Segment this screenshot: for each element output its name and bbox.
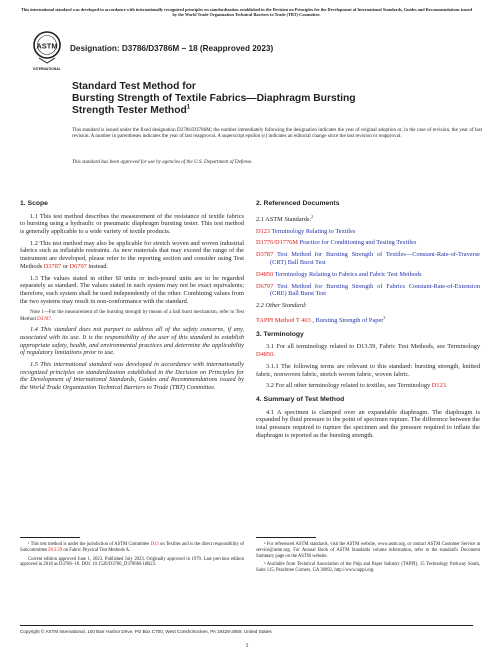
right-column bbox=[256, 194, 480, 444]
copyright-rule bbox=[20, 625, 473, 626]
reference-code-link[interactable]: D123 bbox=[256, 227, 271, 235]
reference-list bbox=[256, 228, 480, 298]
refs-heading: 2. Referenced Documents bbox=[256, 200, 340, 207]
ref-tappi: TAPPI Method T 403 , Bursting Strength of Paper$^3$ bbox=[256, 314, 386, 325]
left-column bbox=[20, 194, 244, 396]
footnotes-right bbox=[256, 542, 480, 577]
reference-title: Test Method for Bursting Strength of Fabrics Constant-Rate-of-Extension (CRE) Ball Burst Test bbox=[270, 282, 480, 298]
para-1-1: 1.1 This test method describes the measurement of the resistance of textile fabrics to bursting using a hydraulic or pneumatic diaphragm bursting tester. This test method is generally applicable to a wide variety of textile products. bbox=[20, 212, 244, 235]
para-1-5: 1.5 This international standard was developed in accordance with internationally recognized principles on standardization established in the Decision on Principles for the Development of International Standards, Guides and Recommendations issued by the World Trade Organization Technical Barriers to Trade (TBT) Committee. bbox=[20, 361, 244, 392]
footnote-1: ¹ This test method is under the jurisdiction of ASTM Committee D13 on Textiles and is the direct responsibility of Subcommittee D13.59 on Fabric Physical Test Methods A. bbox=[20, 542, 244, 553]
link-d123[interactable]: D123 bbox=[431, 382, 446, 390]
reference-code-link[interactable]: D4850 bbox=[256, 270, 274, 278]
para-3-1: 3.1 For all terminology related to D13.59, Fabric Test Methods, see Terminology D4850. bbox=[256, 343, 480, 359]
reference-title: Terminology Relating to Textiles bbox=[270, 227, 356, 235]
other-standard-label: 2.2 Other Standard: bbox=[256, 302, 308, 310]
reference-title: Test Method for Bursting Strength of Textiles—Constant-Rate-of-Traverse (CRT) Ball Burst Test bbox=[270, 251, 480, 266]
footnotes-left bbox=[20, 542, 244, 571]
link-d6797[interactable]: D6797 bbox=[69, 262, 87, 270]
reference-item bbox=[256, 283, 480, 298]
reference-code-link[interactable]: D3787 bbox=[256, 251, 274, 259]
reference-code-link[interactable]: D6797 bbox=[256, 282, 274, 290]
page-number: 1 bbox=[245, 643, 249, 649]
link-d4850[interactable]: D4850 bbox=[256, 351, 274, 359]
para-1-2: 1.2 This test method may also be applicable for stretch woven and woven industrial fabrics such as inflatable restraints. As new materials that may exceed the range of the instrument are developed, please refer to the reporting section and consider using Test Methods D3787 or D6797 instead. bbox=[20, 239, 244, 270]
reference-item bbox=[256, 271, 480, 279]
reference-title: Terminology Relating to Fabrics and Fabric Test Methods bbox=[273, 270, 422, 278]
reference-item bbox=[256, 239, 480, 247]
svg-text:ASTM: ASTM bbox=[36, 41, 58, 51]
para-4-1: 4.1 A specimen is clamped over an expandable diaphragm. The diaphragm is expanded by fluid pressure to the point of specimen rupture. The difference between the total pressure required to rupture the specimen and the pressure required to inflate the diaphragm is reported as the bursting strength. bbox=[256, 408, 480, 439]
scope-heading: 1. Scope bbox=[20, 200, 48, 207]
note-1: Note 1—For the measurement of the bursting strength by means of a ball burst mechanism, refer to Test Method D3787. bbox=[20, 309, 244, 322]
tbt-notice: This international standard was developed in accordance with internationally recognized principles on standardization established in the Decision on Principles for the Development of International Standards, Guides and Recommendations issued by the World Trade Organization Technical Barriers to Trade (TBT) Committee. bbox=[21, 7, 472, 18]
copyright: Copyright © ASTM International, 100 Barr Harbor Drive, PO Box C700, West Conshohocken, PA 19428-2959. United States bbox=[20, 629, 272, 634]
para-1-4: 1.4 This standard does not purport to address all of the safety concerns, if any, associated with its use. It is the responsibility of the user of this standard to establish appropriate safety, health, and environmental practices and determine the applicability of regulatory limitations prior to use. bbox=[20, 326, 244, 357]
link-d3787[interactable]: D3787 bbox=[43, 262, 62, 270]
title-line-3: Strength Tester Method$^1$ bbox=[72, 104, 191, 117]
reference-item bbox=[256, 228, 480, 236]
logo-text: INTERNATIONAL bbox=[33, 67, 61, 71]
designation-intro: This standard is issued under the fixed designation D3786/D3786M; the number immediately following the designation indicates the year of original adoption or, in the case of revision, the year of last revision. A number in parentheses indicates the year of last reapproval. A superscript epsilon (ε) indicates an editorial change since the last revision or reapproval. bbox=[72, 127, 482, 140]
para-3-2: 3.2 For all other terminology related to textiles, see Terminology D123. bbox=[266, 382, 448, 390]
astm-standards-label: 2.1 ASTM Standards:$^2$ bbox=[256, 213, 314, 223]
para-1-3: 1.3 The values stated in either SI units or inch-pound units are to be regarded separately as standard. The values stated in each system may not be exact equivalents; therefore, each system shall be used independently of the other. Combining values from the two systems may result in non-conformance with the standard. bbox=[20, 274, 244, 305]
designation: Designation: D3786/D3786M − 18 (Reapproved 2023) bbox=[70, 44, 274, 53]
document-title bbox=[72, 81, 442, 118]
para-3-1-1: 3.1.1 The following terms are relevant to this standard: bursting strength, knitted fabric, nonwoven fabric, stretch woven fabric, woven fabric. bbox=[256, 362, 480, 378]
link-d3787-note[interactable]: D3787 bbox=[37, 315, 51, 322]
title-line-2: Bursting Strength of Textile Fabrics—Diaphragm Bursting bbox=[72, 93, 356, 105]
footnote-3: ³ Available from Technical Association of the Pulp and Paper Industry (TAPPI), 15 Technology Parkway South, Suite 115, Peachtree Corners, GA 30092, http://www.tappi.org. bbox=[256, 562, 480, 574]
footnote-rule-left bbox=[20, 537, 80, 538]
reference-item bbox=[256, 251, 480, 266]
footnote-1-edition: Current edition approved June 1, 2023. Published July 2023. Originally approved in 1979. Last previous edition approved in 2018 as D3786−18. DOI: 10.1520/D3786_D3786M-18R23. bbox=[20, 556, 244, 568]
reference-code-link[interactable]: D1776/D1776M bbox=[256, 239, 298, 247]
astm-logo bbox=[30, 30, 64, 72]
title-line-1: Standard Test Method for bbox=[72, 81, 196, 92]
terminology-heading: 3. Terminology bbox=[256, 330, 304, 338]
title-footnote-mark: 1 bbox=[186, 104, 191, 111]
footnote-rule-right bbox=[256, 537, 316, 538]
footnote-2: ² For referenced ASTM standards, visit the ASTM website, www.astm.org, or contact ASTM Customer Service at service@astm.org. For Annual Book of ASTM Standards volume information, refer to the standard's Document Summary page on the ASTM website. bbox=[256, 542, 480, 559]
dod-approval: This standard has been approved for use by agencies of the U.S. Department of Defense. bbox=[72, 159, 253, 165]
summary-heading: 4. Summary of Test Method bbox=[256, 396, 345, 404]
reference-title: Practice for Conditioning and Testing Textiles bbox=[297, 239, 417, 247]
